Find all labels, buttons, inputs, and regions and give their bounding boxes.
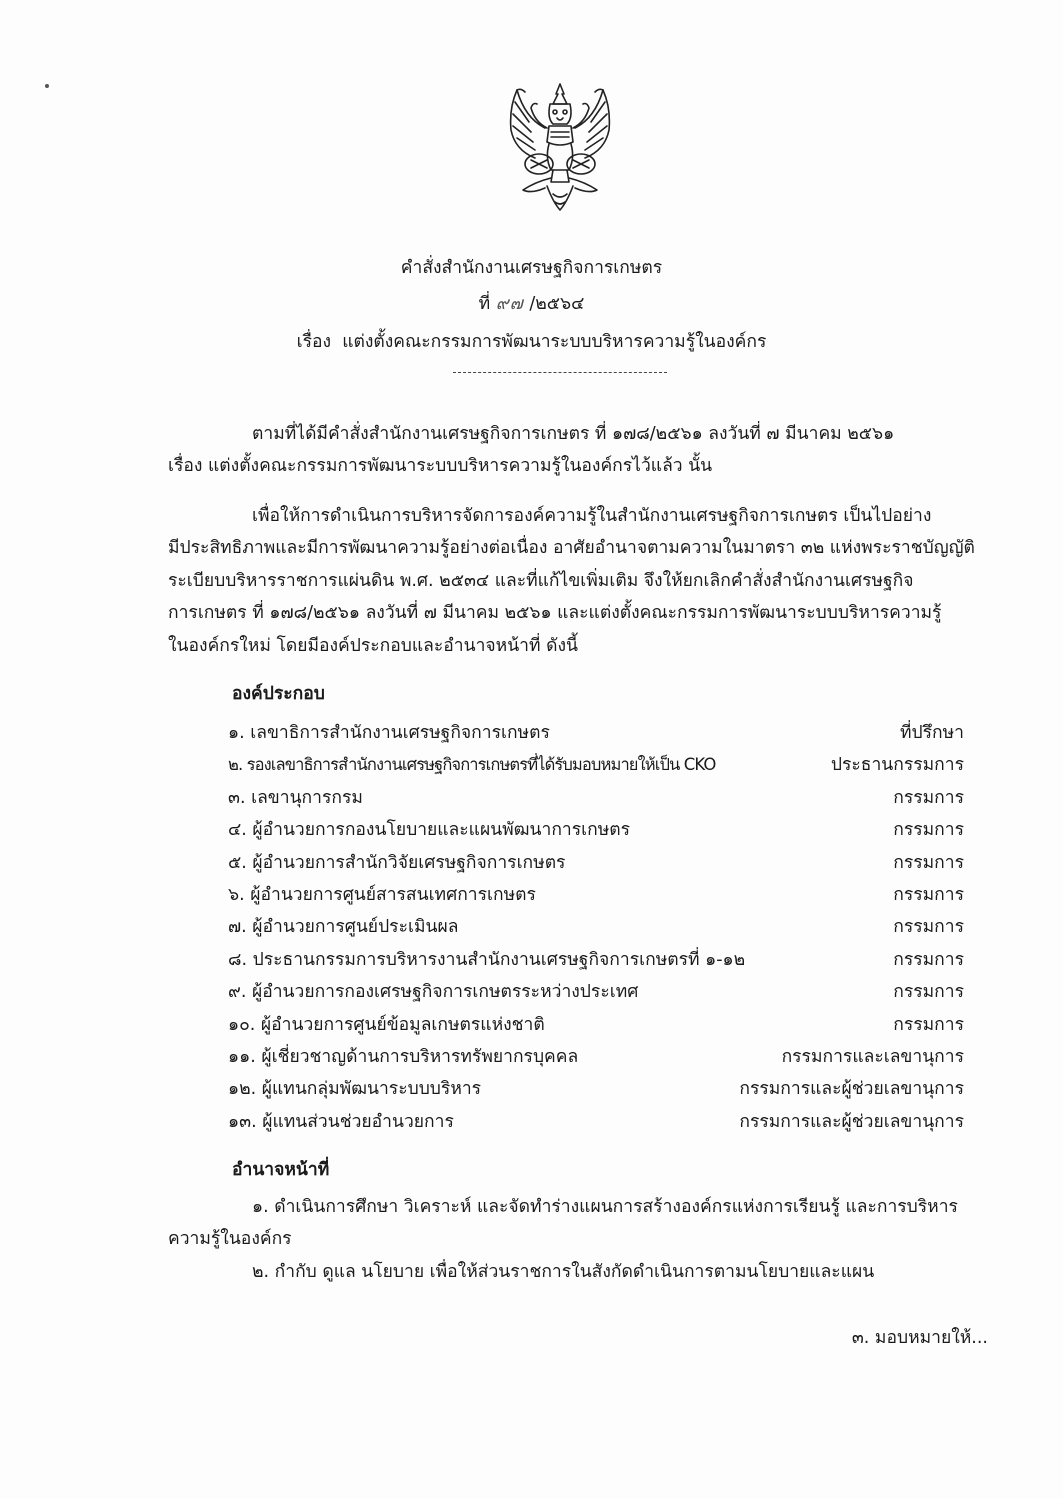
order-subject (0, 331, 1063, 353)
garuda-emblem-icon (495, 78, 625, 218)
member-name: ๑๐. ผู้อำนวยการศูนย์ข้อมูลเกษตรแห่งชาติ (228, 1014, 545, 1035)
duty-item-line: ๒. กำกับ ดูแล นโยบาย เพื่อให้ส่วนราชการในสังกัดดำเนินการตามนโยบายและแผน (252, 1261, 875, 1282)
member-row (228, 944, 964, 976)
header-divider (453, 372, 667, 373)
member-name: ๑๑. ผู้เชี่ยวชาญด้านการบริหารทรัพยากรบุคคล (228, 1046, 579, 1067)
member-role: ที่ปรึกษา (899, 723, 964, 743)
paragraph-line: ตามที่ได้มีคำสั่งสำนักงานเศรษฐกิจการเกษตร ที่ ๑๗๘/๒๕๖๑ ลงวันที่ ๗ มีนาคม ๒๕๖๑ (252, 424, 895, 444)
member-row (228, 749, 964, 781)
member-row (228, 879, 964, 911)
member-name: ๒. รองเลขาธิการสำนักงานเศรษฐกิจการเกษตรที่ได้รับมอบหมายให้เป็น CKO (228, 755, 716, 775)
continuation-marker: ๓. มอบหมายให้... (851, 1328, 988, 1348)
paragraph-line: มีประสิทธิภาพและมีการพัฒนาความรู้อย่างต่อเนื่อง อาศัยอำนาจตามความในมาตรา ๓๒ แห่งพระราชบัญญัติ (168, 538, 975, 559)
duties-heading: อำนาจหน้าที่ (232, 1160, 330, 1180)
order-subject-text: แต่งตั้งคณะกรรมการพัฒนาระบบบริหารความรู้ในองค์กร (342, 332, 767, 352)
composition-heading: องค์ประกอบ (232, 684, 325, 704)
member-name: ๔. ผู้อำนวยการกองนโยบายและแผนพัฒนาการเกษตร (228, 820, 631, 841)
order-title: คำสั่งสำนักงานเศรษฐกิจการเกษตร (400, 258, 663, 278)
member-name: ๕. ผู้อำนวยการสำนักวิจัยเศรษฐกิจการเกษตร (228, 852, 566, 873)
member-row (228, 1009, 964, 1041)
member-role: กรรมการ (893, 820, 964, 841)
member-role: กรรมการ (893, 852, 964, 873)
members-list (228, 717, 964, 1138)
member-role: กรรมการและเลขานุการ (781, 1046, 964, 1067)
order-subject-label: เรื่อง (296, 332, 332, 352)
order-number-year: /๒๕๖๔ (529, 294, 585, 314)
member-row (228, 717, 964, 749)
member-role: ประธานกรรมการ (830, 755, 964, 776)
member-role: กรรมการ (893, 1014, 964, 1035)
member-name: ๙. ผู้อำนวยการกองเศรษฐกิจการเกษตรระหว่างประเทศ (228, 982, 639, 1003)
duty-item-line: ความรู้ในองค์กร (168, 1229, 292, 1250)
paragraph-line: ระเบียบบริหารราชการแผ่นดิน พ.ศ. ๒๕๓๔ และที่แก้ไขเพิ่มเติม จึงให้ยกเลิกคำสั่งสำนักงานเศรษฐกิจ (168, 570, 914, 591)
member-role: กรรมการและผู้ช่วยเลขานุการ (739, 1079, 964, 1100)
member-row (228, 911, 964, 943)
member-name: ๑. เลขาธิการสำนักงานเศรษฐกิจการเกษตร (228, 723, 550, 743)
member-row (228, 1106, 964, 1138)
member-row (228, 1073, 964, 1105)
duty-item-line: ๑. ดำเนินการศึกษา วิเคราะห์ และจัดทำร่างแผนการสร้างองค์กรแห่งการเรียนรู้ และการบริหาร (252, 1197, 958, 1217)
member-role: กรรมการ (893, 787, 964, 808)
paragraph-line: เพื่อให้การดำเนินการบริหารจัดการองค์ความรู้ในสำนักงานเศรษฐกิจการเกษตร เป็นไปอย่าง (252, 506, 932, 526)
paragraph-line: ในองค์กรใหม่ โดยมีองค์ประกอบและอำนาจหน้าที่ ดังนี้ (168, 635, 578, 656)
order-number-handwritten: ๙๗ (495, 294, 524, 314)
member-role: กรรมการ (893, 884, 964, 905)
member-row (228, 976, 964, 1008)
member-role: กรรมการ (893, 949, 964, 970)
order-number (0, 293, 1063, 315)
scan-speck (45, 84, 49, 88)
member-row (228, 847, 964, 879)
member-row (228, 1041, 964, 1073)
member-name: ๑๓. ผู้แทนส่วนช่วยอำนวยการ (228, 1111, 454, 1132)
member-name: ๘. ประธานกรรมการบริหารงานสำนักงานเศรษฐกิจการเกษตรที่ ๑-๑๒ (228, 949, 746, 970)
order-number-prefix: ที่ (478, 294, 491, 314)
member-name: ๑๒. ผู้แทนกลุ่มพัฒนาระบบบริหาร (228, 1079, 482, 1100)
paragraph-line: การเกษตร ที่ ๑๗๘/๒๕๖๑ ลงวันที่ ๗ มีนาคม ๒๕๖๑ และแต่งตั้งคณะกรรมการพัฒนาระบบบริหารความรู้ (168, 603, 942, 624)
paragraph-reference (168, 418, 976, 483)
paragraph-authority (168, 500, 976, 662)
member-role: กรรมการ (893, 982, 964, 1003)
member-row (228, 782, 964, 814)
member-name: ๖. ผู้อำนวยการศูนย์สารสนเทศการเกษตร (228, 884, 536, 905)
member-row (228, 814, 964, 846)
member-name: ๓. เลขานุการกรม (228, 787, 363, 808)
member-role: กรรมการและผู้ช่วยเลขานุการ (739, 1111, 964, 1132)
member-role: กรรมการ (893, 917, 964, 938)
paragraph-line: เรื่อง แต่งตั้งคณะกรรมการพัฒนาระบบบริหารความรู้ในองค์กรไว้แล้ว นั้น (168, 456, 713, 477)
member-name: ๗. ผู้อำนวยการศูนย์ประเมินผล (228, 917, 459, 938)
duties-list (168, 1191, 976, 1288)
